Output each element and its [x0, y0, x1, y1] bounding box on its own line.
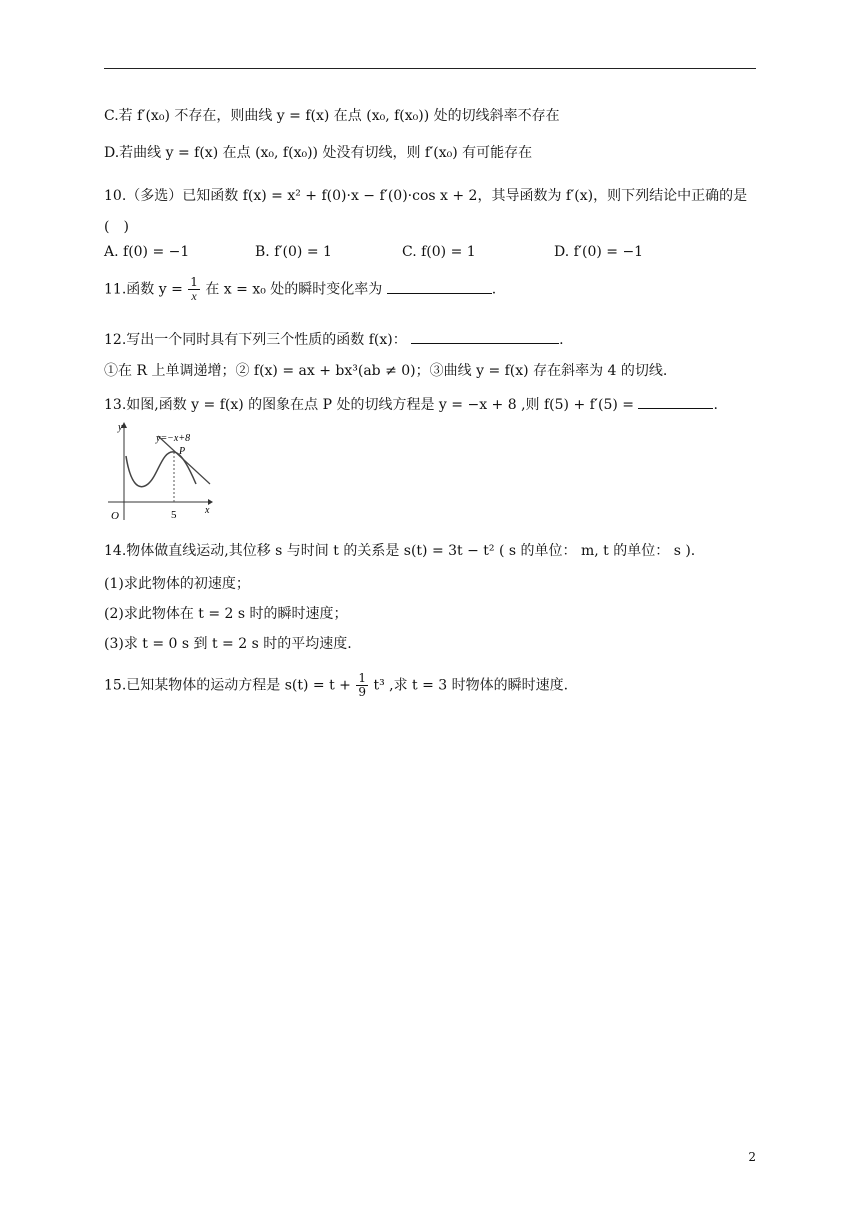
function-graph-figure: [104, 420, 214, 528]
origin-label: O: [111, 510, 119, 522]
x-axis-label: x: [205, 505, 210, 516]
tangent-equation-label: y=−x+8: [156, 433, 191, 444]
function-curve: [126, 452, 196, 487]
option-a: A. f(0) = −1: [104, 244, 190, 260]
question-13: [104, 394, 718, 415]
fraction: [356, 672, 368, 699]
option-b: B. f′(0) = 1: [255, 244, 332, 260]
question-15: [104, 672, 568, 699]
answer-blank[interactable]: [411, 329, 559, 344]
answer-blank[interactable]: [387, 279, 492, 294]
point-p-label: P: [179, 446, 186, 457]
fraction-denominator: 9: [358, 685, 366, 699]
page-number: 2: [748, 1150, 756, 1164]
answer-blank[interactable]: [638, 394, 713, 409]
question-12-properties: ①在 R 上单调递增；② f(x) = ax + bx³(ab ≠ 0)；③曲线 y = f(x) 存在斜率为 4 的切线.: [104, 363, 668, 379]
question-13-text: 13.如图,函数 y = f(x) 的图象在点 P 处的切线方程是 y = −x + 8 ,则 f(5) + f′(5) =: [104, 397, 634, 413]
question-14-part-1: (1)求此物体的初速度；: [104, 576, 250, 592]
question-11: [104, 276, 496, 303]
option-d-text: D.若曲线 y = f(x) 在点 (x₀, f(x₀)) 处没有切线，则 f′(x₀) 有可能存在: [104, 145, 533, 161]
period: .: [713, 397, 718, 413]
fraction-denominator: x: [191, 289, 197, 303]
y-axis-label: y: [118, 422, 123, 433]
question-12-text: 12.写出一个同时具有下列三个性质的函数 f(x)：: [104, 332, 407, 348]
fraction: [188, 276, 200, 303]
question-14-part-2: (2)求此物体在 t = 2 s 时的瞬时速度；: [104, 606, 348, 622]
question-11-lead: 11.函数 y =: [104, 281, 183, 298]
option-d: D. f′(0) = −1: [554, 244, 644, 260]
fraction-numerator: 1: [190, 275, 198, 289]
period: .: [491, 281, 497, 298]
question-15-tail: t³ ,求 t = 3 时物体的瞬时速度.: [373, 677, 569, 694]
option-c: C. f(0) = 1: [402, 244, 476, 260]
question-12: [104, 329, 564, 350]
fraction-numerator: 1: [358, 671, 366, 685]
header-rule: [104, 68, 756, 69]
option-c-text: C.若 f′(x₀) 不存在，则曲线 y = f(x) 在点 (x₀, f(x₀)) 处的切线斜率不存在: [104, 108, 560, 124]
period: .: [559, 332, 564, 348]
question-14-part-3: (3)求 t = 0 s 到 t = 2 s 时的平均速度.: [104, 636, 352, 652]
question-14: 14.物体做直线运动,其位移 s 与时间 t 的关系是 s(t) = 3t − t² ( s 的单位： m, t 的单位： s ).: [104, 543, 696, 559]
question-11-tail: 在 x = x₀ 处的瞬时变化率为: [205, 281, 383, 298]
tick-5-label: 5: [171, 509, 177, 521]
question-10: 10.（多选）已知函数 f(x) = x² + f(0)·x − f′(0)·cos x + 2，其导函数为 f′(x)，则下列结论中正确的是( ): [104, 188, 748, 235]
question-15-lead: 15.已知某物体的运动方程是 s(t) = t +: [104, 677, 351, 694]
